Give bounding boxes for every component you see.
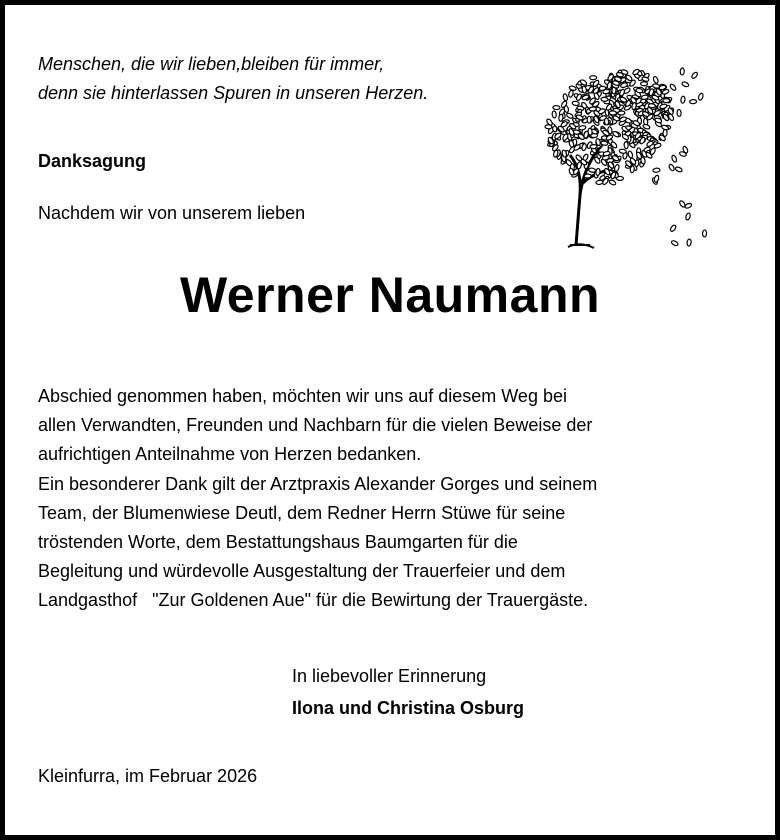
leaf	[698, 93, 704, 101]
leaf	[641, 82, 648, 86]
leaf	[627, 151, 633, 159]
leaf	[575, 154, 583, 162]
motto-quote	[38, 50, 428, 108]
leaf	[668, 163, 675, 171]
leaf	[653, 168, 660, 173]
place-date: Kleinfurra, im Februar 2026	[38, 766, 258, 786]
leaf	[566, 112, 574, 119]
leaf	[677, 109, 681, 116]
body-line: aufrichtigen Anteilnahme von Herzen bedanken.	[38, 444, 422, 465]
leaf	[587, 116, 591, 123]
leaf	[684, 203, 692, 210]
leaf	[604, 118, 608, 125]
leaf	[603, 89, 611, 94]
leaf	[653, 76, 659, 84]
leaf	[589, 107, 596, 111]
leaf	[624, 142, 628, 149]
leaf	[685, 213, 691, 221]
leaf	[616, 176, 623, 180]
body-line: Ein besonderer Dank gilt der Arztpraxis Alexander Gorges und seinem	[38, 473, 598, 494]
leaf	[553, 105, 560, 109]
intro-text: Nachdem wir von unserem lieben	[38, 203, 306, 223]
leaf	[584, 174, 591, 178]
leaf	[619, 149, 627, 154]
leaf	[680, 96, 685, 103]
body-line: tröstenden Worte, dem Bestattungshaus Baumgarten für die	[38, 532, 518, 553]
leaf	[601, 141, 609, 146]
body-line: allen Verwandten, Freunden und Nachbarn für die vielen Beweise der	[38, 415, 593, 436]
leaf	[563, 93, 569, 101]
leaf	[663, 99, 670, 103]
leaf	[680, 68, 684, 75]
body-line: Begleitung und würdevolle Ausgestaltung der Trauerfeier und dem	[38, 561, 566, 582]
signature-line: In liebevoller Erinnerung	[292, 666, 487, 686]
leaf	[687, 239, 692, 246]
leaf	[646, 140, 654, 147]
leaf	[596, 180, 603, 185]
leaf	[572, 101, 580, 106]
leaf	[681, 81, 689, 87]
leaf	[588, 128, 593, 135]
leaf	[601, 97, 608, 102]
deceased-name: Werner Naumann	[179, 267, 601, 323]
heading: Danksagung	[38, 151, 147, 171]
body-line: Team, der Blumenwiese Deutl, dem Redner Herrn Stüwe für seine	[38, 502, 566, 523]
motto-line: denn sie hinterlassen Spuren in unseren Herzen.	[38, 83, 429, 103]
body-line: Abschied genommen haben, möchten wir uns auf diesem Weg bei	[38, 386, 567, 406]
leaf	[691, 71, 699, 79]
leaf	[669, 83, 677, 91]
leaf	[671, 155, 677, 163]
signature-names: Ilona und Christina Osburg	[292, 698, 525, 718]
leaf	[663, 129, 668, 136]
leaf	[568, 90, 574, 98]
body-line: Landgasthof "Zur Goldenen Aue" für die Bewirtung der Trauergäste.	[38, 590, 589, 611]
leaf	[689, 99, 696, 103]
signature	[292, 660, 524, 724]
windblown-tree-icon	[540, 45, 710, 250]
leaf	[653, 175, 659, 183]
leaf	[669, 224, 676, 232]
motto-line: Menschen, die wir lieben,bleiben für immer,	[38, 54, 385, 74]
leaf	[558, 114, 563, 121]
body-text	[38, 382, 597, 616]
leaf	[614, 164, 620, 172]
leaf	[618, 111, 625, 115]
leaf	[578, 125, 586, 130]
leaf	[552, 111, 557, 118]
leaf	[671, 240, 679, 247]
leaf	[595, 168, 600, 175]
leaf	[590, 76, 597, 80]
leaf	[608, 179, 616, 186]
leaf	[609, 111, 616, 116]
leaf	[590, 144, 597, 148]
leaf	[675, 166, 683, 172]
leaf	[702, 230, 706, 237]
